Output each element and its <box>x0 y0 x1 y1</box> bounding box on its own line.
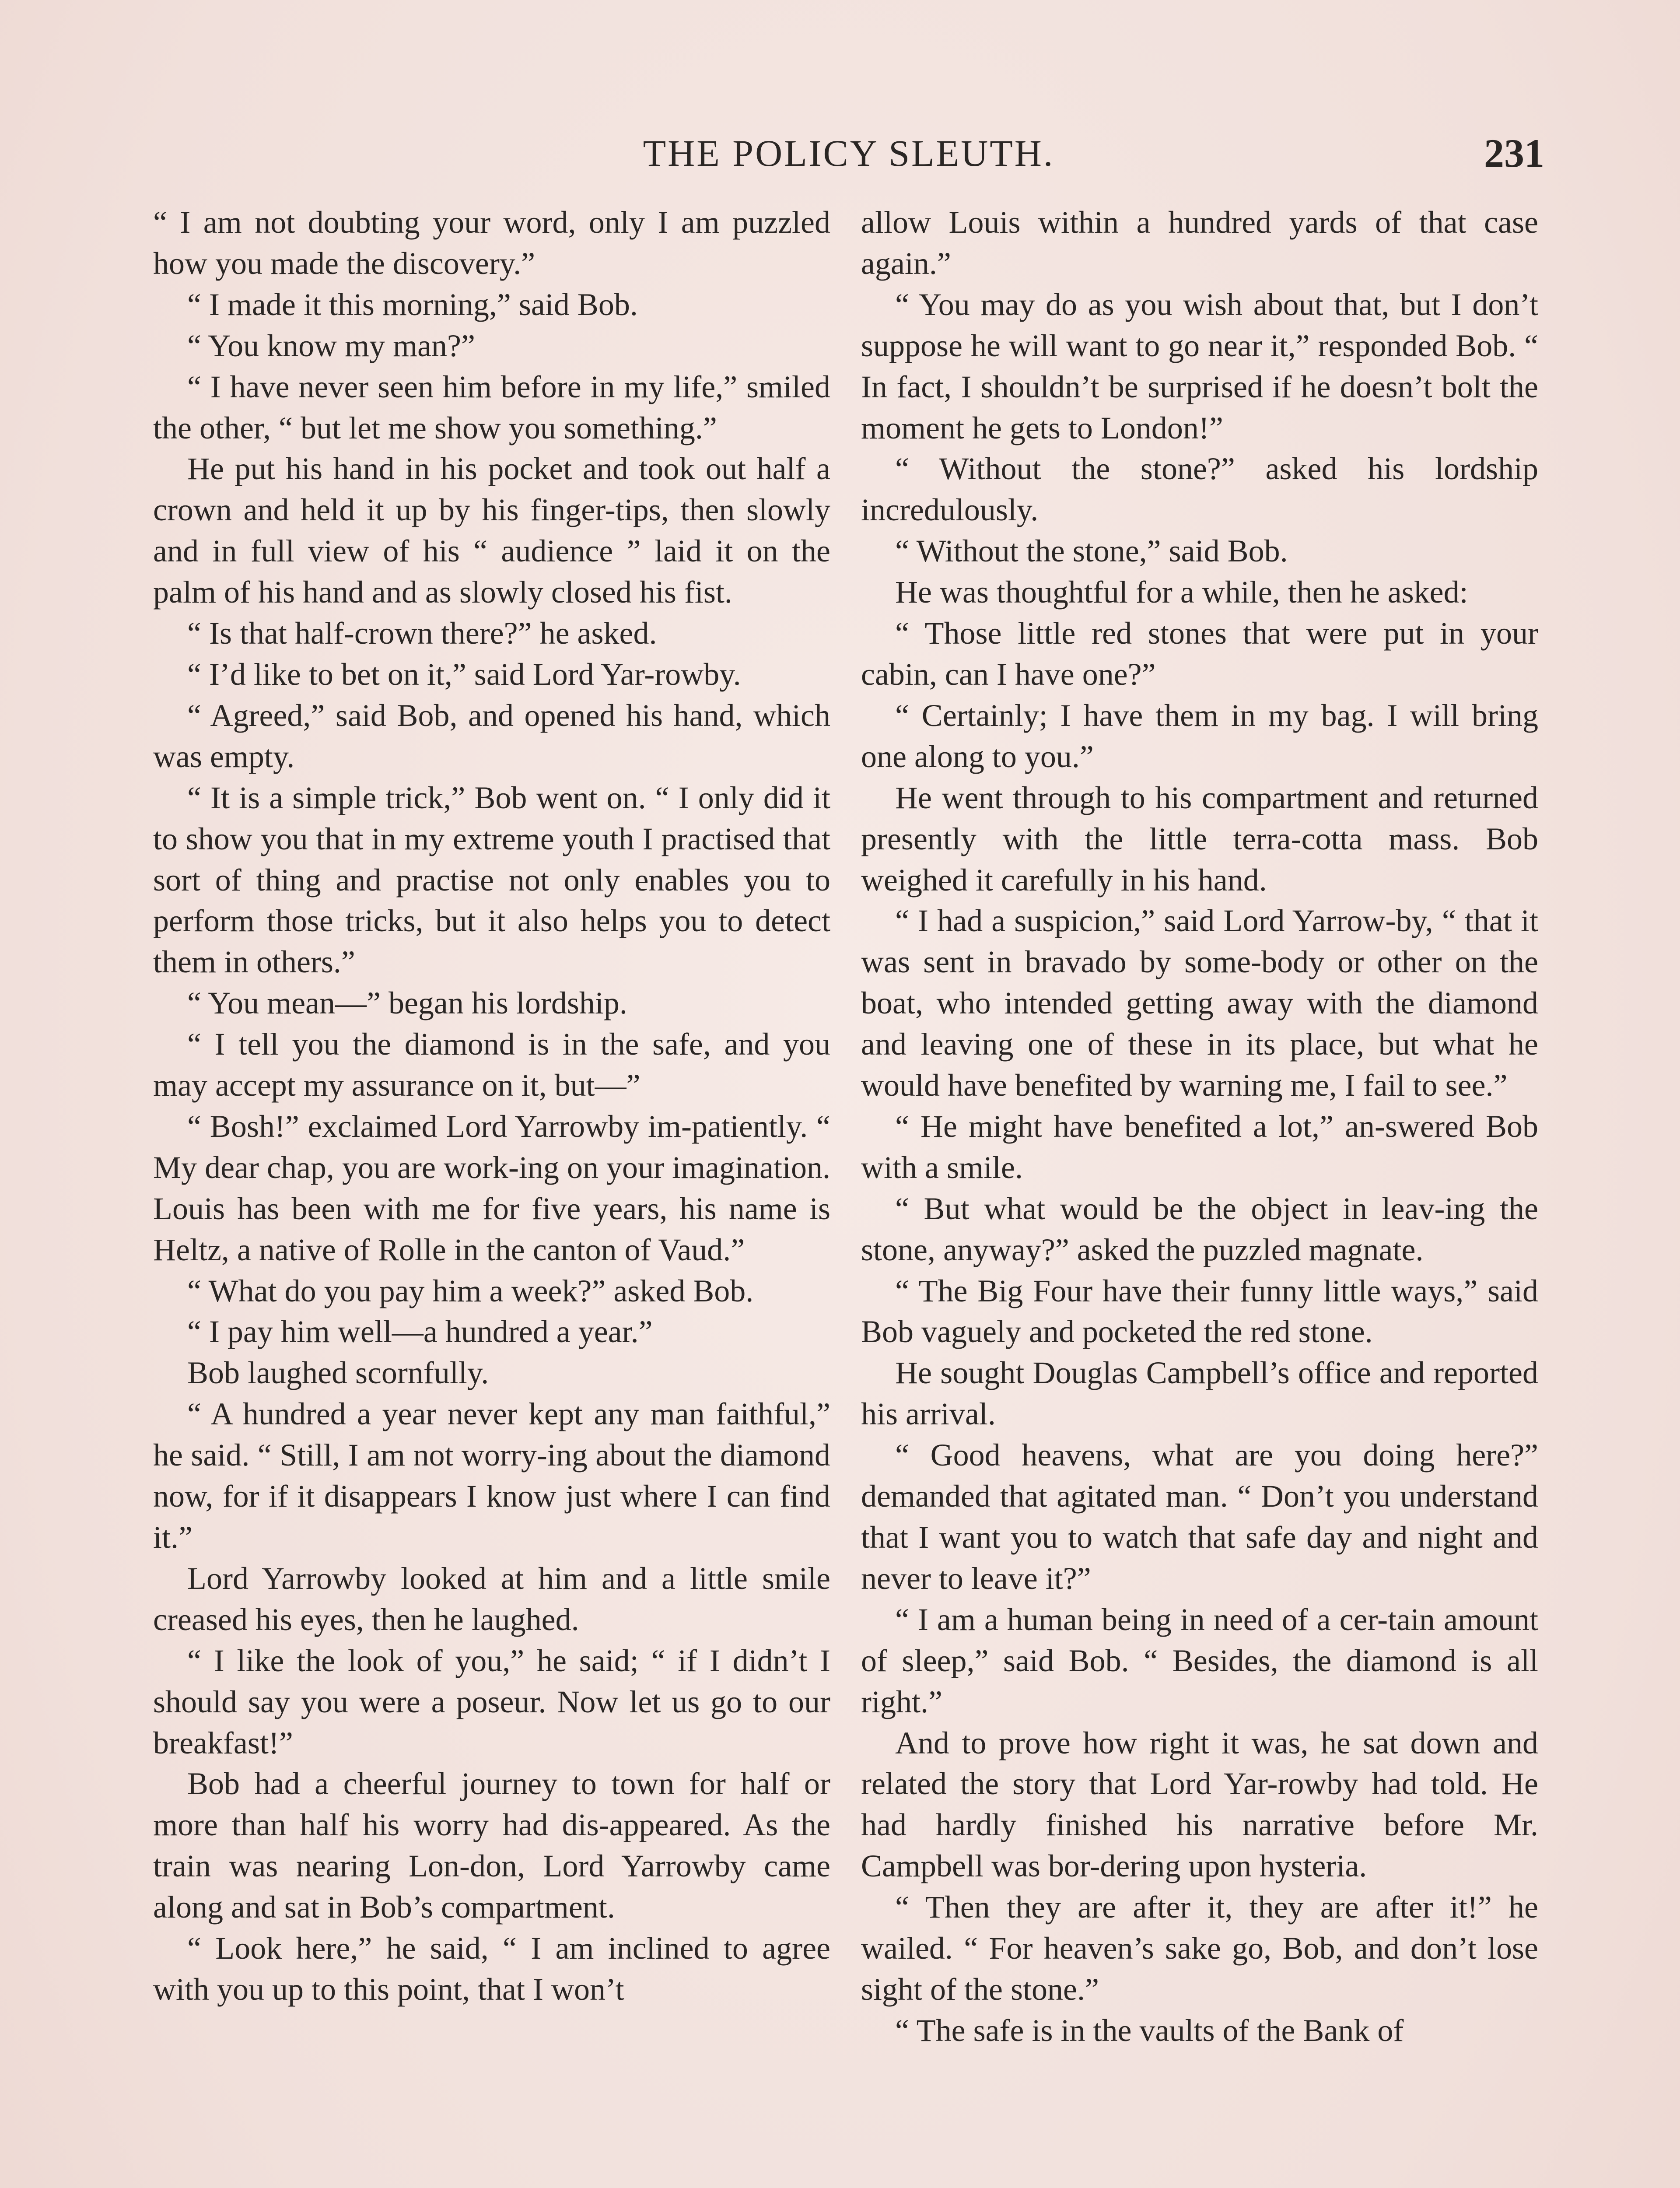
paragraph: “ It is a simple trick,” Bob went on. “ I only did it to show you that in my extreme youth I practised that sort of thing and practise not only enables you to perform those tricks, but it also helps you to detect them in others.” <box>153 780 830 980</box>
paragraph: He put his hand in his pocket and took out half a crown and held it up by his finger-tips, then slowly and in full view of his “ audience ” laid it on the palm of his hand and as slowly closed his fist. <box>153 451 830 610</box>
paragraph: “ I like the look of you,” he said; “ if I didn’t I should say you were a poseur. Now let us go to our breakfast!” <box>153 1643 830 1760</box>
paragraph: “ I’d like to bet on it,” said Lord Yar-rowby. <box>187 656 741 692</box>
paragraph: “ Without the stone?” asked his lordship incredulously. <box>861 451 1538 528</box>
paragraph: Bob laughed scornfully. <box>187 1355 489 1391</box>
paragraph: “ I have never seen him before in my life,” smiled the other, “ but let me show you something.” <box>153 369 830 445</box>
paragraph: “ The safe is in the vaults of the Bank of <box>895 2013 1404 2048</box>
paragraph: allow Louis within a hundred yards of that case again.” <box>861 205 1538 281</box>
paragraph: “ He might have benefited a lot,” an-swered Bob with a smile. <box>861 1108 1538 1185</box>
paragraph: He went through to his compartment and returned presently with the little terra-cotta mass. Bob weighed it carefully in his hand. <box>861 780 1538 898</box>
paragraph: “ I tell you the diamond is in the safe, and you may accept my assurance on it, but—” <box>153 1027 830 1103</box>
paragraph: “ A hundred a year never kept any man faithful,” he said. “ Still, I am not worry-ing about the diamond now, for if it disappears I know just where I can find it.” <box>153 1396 830 1555</box>
paragraph: “ Those little red stones that were put in your cabin, can I have one?” <box>861 616 1538 692</box>
paragraph: Bob had a cheerful journey to town for half or more than half his worry had dis-appeared. As the train was nearing Lon-don, Lord Yarrowby came along and sat in Bob’s compartment. <box>153 1766 830 1925</box>
paragraph: “ You know my man?” <box>187 328 475 363</box>
paragraph: “ I made it this morning,” said Bob. <box>187 287 638 322</box>
paragraph: “ I had a suspicion,” said Lord Yarrow-by, “ that it was sent in bravado by some-body or other on the boat, who intended getting away with the diamond and leaving one of these in its place, but what he would have benefited by warning me, I fail to see.” <box>861 903 1538 1103</box>
paragraph: “ Certainly; I have them in my bag. I will bring one along to you.” <box>861 698 1538 774</box>
paragraph: He sought Douglas Campbell’s office and reported his arrival. <box>861 1355 1538 1432</box>
paragraph: “ I pay him well—a hundred a year.” <box>187 1314 653 1350</box>
paragraph: “ Agreed,” said Bob, and opened his hand, which was empty. <box>153 698 830 774</box>
paragraph: Lord Yarrowby looked at him and a little smile creased his eyes, then he laughed. <box>153 1560 830 1637</box>
paragraph: “ Bosh!” exclaimed Lord Yarrowby im-patiently. “ My dear chap, you are work-ing on your imagination. Louis has been with me for five years, his name is Heltz, a native of Rolle in the canton of Vaud.” <box>153 1108 830 1267</box>
paragraph: “ I am a human being in need of a cer-tain amount of sleep,” said Bob. “ Besides, the diamond is all right.” <box>861 1602 1538 1719</box>
paragraph: “ Good heavens, what are you doing here?” demanded that agitated man. “ Don’t you understand that I want you to watch that safe day and night and never to leave it?” <box>861 1438 1538 1596</box>
left-column <box>153 202 830 2010</box>
paragraph: “ The Big Four have their funny little ways,” said Bob vaguely and pocketed the red stone. <box>861 1273 1538 1350</box>
page-number: 231 <box>1484 131 1544 175</box>
paragraph: “ Without the stone,” said Bob. <box>895 533 1288 569</box>
paragraph: “ You may do as you wish about that, but I don’t suppose he will want to go near it,” responded Bob. “ In fact, I shouldn’t be surprised if he doesn’t bolt the moment he gets to London!” <box>861 287 1538 445</box>
right-column <box>861 202 1538 2051</box>
paragraph: “ Then they are after it, they are after it!” he wailed. “ For heaven’s sake go, Bob, and don’t lose sight of the stone.” <box>861 1890 1538 2007</box>
paragraph: “ I am not doubting your word, only I am puzzled how you made the discovery.” <box>153 205 830 281</box>
paragraph: “ But what would be the object in leav-ing the stone, anyway?” asked the puzzled magnate. <box>861 1191 1538 1267</box>
running-title: THE POLICY SLEUTH. <box>643 132 1055 174</box>
paragraph: “ What do you pay him a week?” asked Bob. <box>187 1273 754 1308</box>
paragraph: “ You mean—” began his lordship. <box>187 985 627 1021</box>
paragraph: And to prove how right it was, he sat down and related the story that Lord Yar-rowby had told. He had hardly finished his narrative before Mr. Campbell was bor-dering upon hysteria. <box>861 1725 1538 1884</box>
paragraph: He was thoughtful for a while, then he asked: <box>895 575 1468 610</box>
paragraph: “ Is that half-crown there?” he asked. <box>187 616 657 651</box>
page-header <box>153 127 1544 179</box>
paragraph: “ Look here,” he said, “ I am inclined to agree with you up to this point, that I won’t <box>153 1931 830 2007</box>
